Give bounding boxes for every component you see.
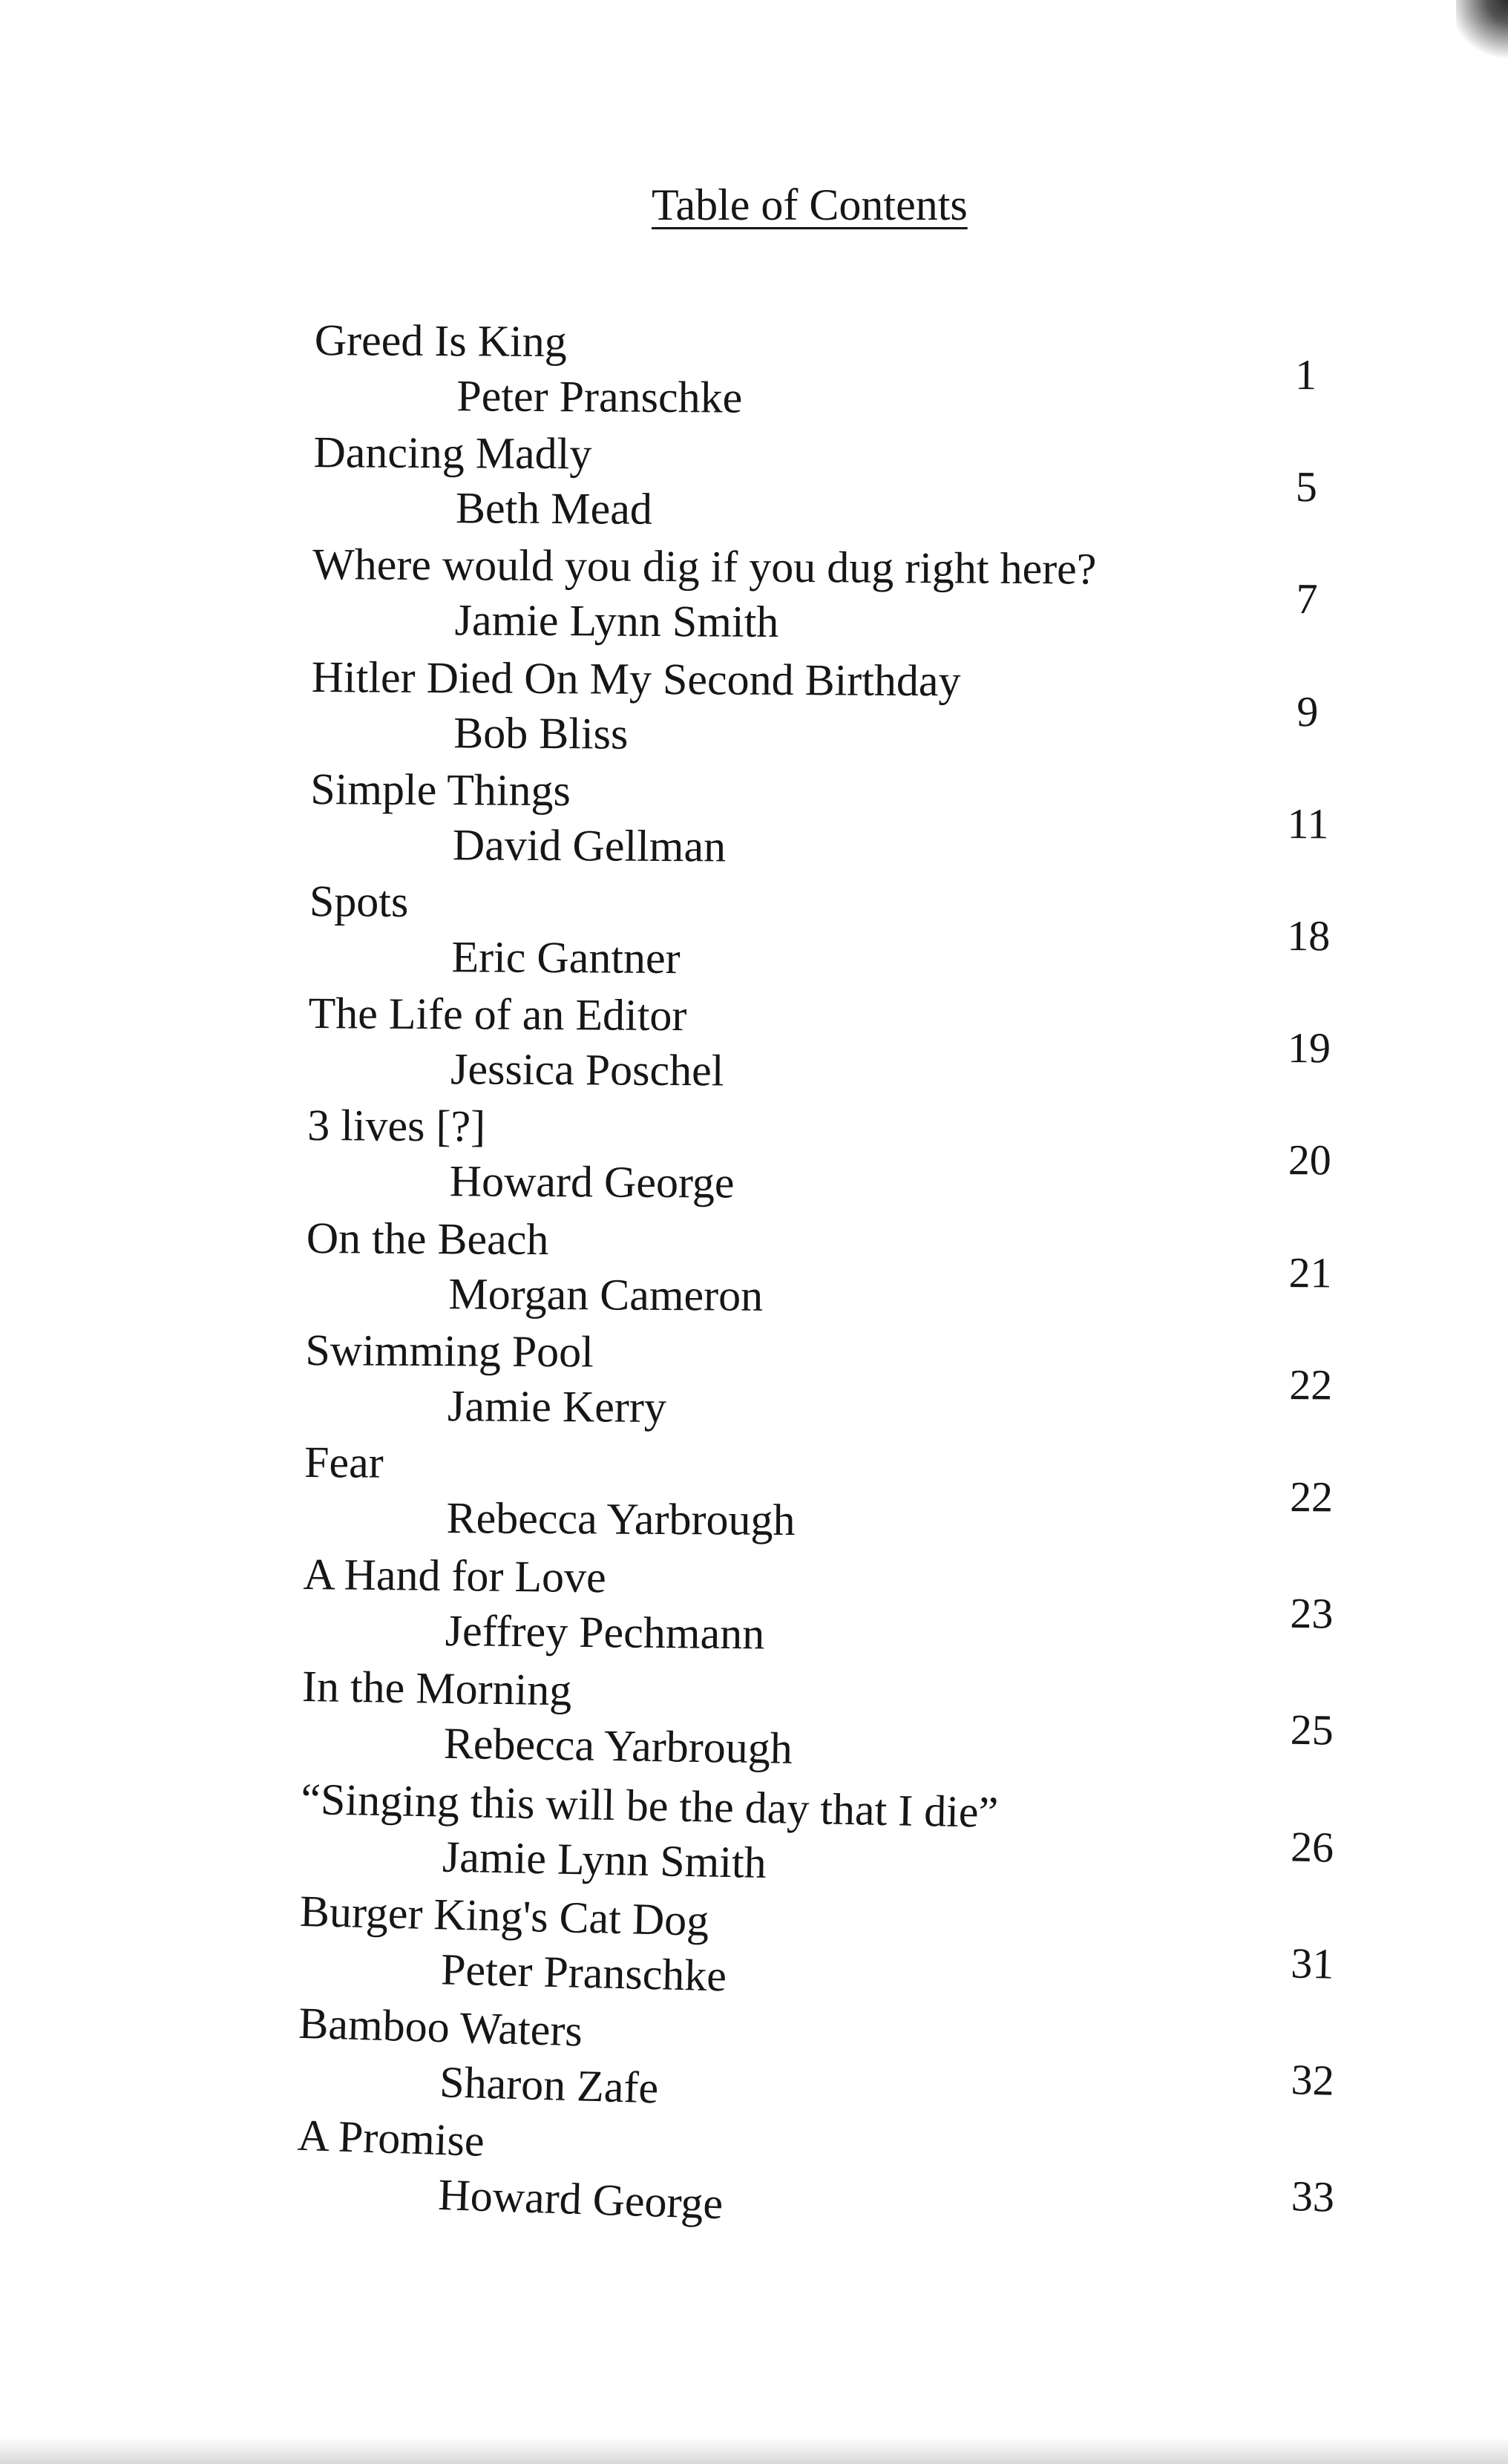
- toc-entry: [0, 1326, 1508, 1446]
- entry-page-number: 31: [1290, 1939, 1335, 1988]
- entry-author: Peter Pranschke: [440, 1944, 727, 2001]
- entry-page-number: 25: [1290, 1706, 1334, 1754]
- entry-page-number: 5: [1295, 462, 1318, 511]
- entry-title: On the Beach: [306, 1213, 549, 1264]
- entry-title: A Promise: [296, 2110, 485, 2166]
- toc-entry: [0, 989, 1508, 1110]
- entry-title: Hitler Died On My Second Birthday: [311, 652, 961, 705]
- entry-author: Eric Gantner: [451, 932, 681, 983]
- toc-entry: [0, 1549, 1508, 1676]
- entry-page-number: 19: [1287, 1023, 1331, 1072]
- entry-author: Jamie Lynn Smith: [442, 1832, 767, 1887]
- entry-title: Where would you dig if you dug right here?: [312, 540, 1097, 594]
- entry-page-number: 33: [1291, 2172, 1336, 2222]
- entry-page-number: 22: [1289, 1360, 1333, 1409]
- entry-title: Burger King's Cat Dog: [299, 1886, 710, 1945]
- entry-title: Bamboo Waters: [298, 1998, 583, 2056]
- entry-page-number: 18: [1287, 911, 1331, 960]
- entry-author: Jamie Lynn Smith: [454, 595, 779, 647]
- entry-page-number: 7: [1296, 574, 1318, 623]
- toc-entry: [0, 877, 1508, 997]
- entry-author: Sharon Zafe: [439, 2057, 660, 2113]
- entry-author: Bob Bliss: [453, 707, 629, 758]
- entry-page-number: 9: [1296, 687, 1319, 735]
- page-title: Table of Contents: [652, 180, 968, 229]
- entry-title: In the Morning: [301, 1662, 572, 1715]
- entry-title: Greed Is King: [314, 315, 567, 367]
- entry-author: Howard George: [437, 2170, 724, 2229]
- entry-page-number: 32: [1290, 2055, 1335, 2105]
- entry-author: Jeffrey Pechmann: [445, 1606, 765, 1659]
- toc-entry: [0, 1659, 1508, 1793]
- toc-entry: [0, 428, 1508, 548]
- entry-author: Jamie Kerry: [447, 1380, 667, 1432]
- entry-title: A Hand for Love: [303, 1550, 607, 1602]
- entry-title: The Life of an Editor: [308, 989, 687, 1041]
- entry-title: Fear: [304, 1438, 384, 1487]
- toc-entry: [0, 1438, 1508, 1558]
- entry-author: Jessica Poschel: [450, 1044, 724, 1095]
- toc-entry: [0, 315, 1508, 436]
- toc-entry: [0, 540, 1508, 661]
- entry-page-number: 11: [1287, 799, 1329, 848]
- toc-entry: [0, 652, 1508, 773]
- entry-page-number: 26: [1290, 1822, 1334, 1872]
- entry-title: Swimming Pool: [305, 1325, 594, 1377]
- entry-title: Spots: [309, 877, 409, 926]
- entry-author: Peter Pranschke: [456, 371, 743, 422]
- entry-page-number: 22: [1289, 1472, 1334, 1521]
- entry-author: Morgan Cameron: [448, 1268, 764, 1320]
- entry-author: Rebecca Yarbrough: [446, 1493, 796, 1545]
- toc-entry: [0, 1101, 1508, 1222]
- entry-author: Howard George: [449, 1156, 735, 1208]
- toc-entry: [0, 1213, 1508, 1334]
- entry-title: 3 lives [?]: [306, 1101, 486, 1151]
- entry-title: Dancing Madly: [313, 427, 592, 479]
- entry-page-number: 1: [1294, 350, 1317, 399]
- entry-page-number: 23: [1290, 1589, 1334, 1638]
- entry-title: “Singing this will be the day that I die”: [300, 1774, 999, 1837]
- entry-author: Beth Mead: [455, 483, 653, 534]
- entry-page-number: 20: [1288, 1136, 1332, 1185]
- entry-page-number: 21: [1288, 1248, 1332, 1297]
- toc-entry: [0, 764, 1508, 885]
- entry-title: Simple Things: [310, 764, 571, 815]
- entry-author: Rebecca Yarbrough: [443, 1719, 793, 1774]
- entry-author: David Gellman: [452, 820, 727, 871]
